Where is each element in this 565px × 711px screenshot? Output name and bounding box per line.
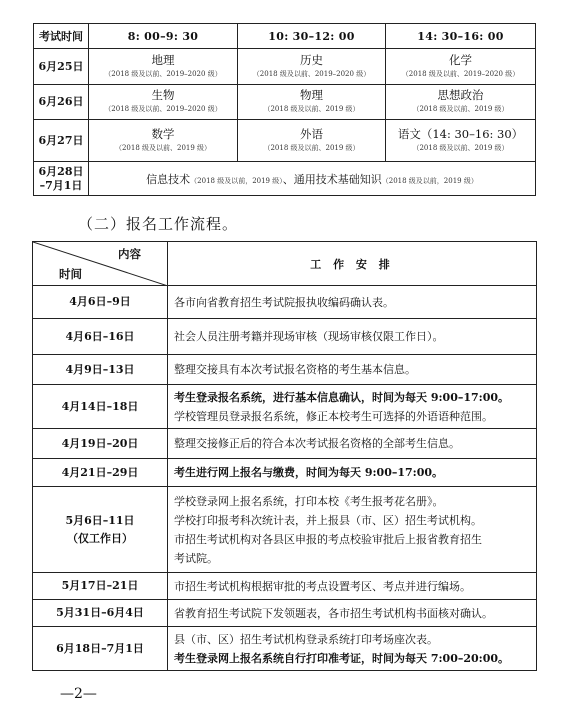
time-label: 时间: [59, 267, 82, 281]
subject-note: （2018 级及以前、2019–2020 级）: [401, 69, 520, 78]
table-row: [33, 487, 537, 573]
subject-name: 思想政治: [437, 88, 484, 102]
subject-note: （2018 级及以前、2019–2020 级）: [104, 105, 222, 113]
schedule-task: [168, 600, 537, 627]
date-line: 6月28日: [38, 164, 84, 178]
subject-name: 地理: [151, 52, 175, 67]
task-line: 整理交接具有本次考试报名资格的考生基本信息。: [174, 363, 416, 376]
exam-cell: [89, 120, 238, 162]
subject-name: 语文（14: 30–16: 30）: [397, 126, 524, 141]
subject-name: 化学: [449, 52, 472, 67]
exam-cell: [238, 49, 386, 85]
schedule-task: [168, 319, 537, 355]
subject-name: 外语: [300, 126, 323, 141]
schedule-task: [168, 627, 537, 671]
subject-note: （2018 级及以前、2019 级）: [263, 143, 360, 152]
subject-name: 物理: [300, 88, 323, 102]
schedule-date: 4月6日–16日: [33, 319, 168, 355]
table-row: [33, 573, 537, 600]
schedule-date: [33, 487, 168, 573]
table-row: [33, 385, 537, 429]
schedule-task: [168, 459, 537, 487]
schedule-date: 4月9日–13日: [33, 355, 168, 385]
slot-header-1: 8: 00–9: 30: [89, 24, 238, 49]
task-line: 学校登录网上报名系统，打印本校《考生报考花名册》。: [174, 494, 444, 508]
exam-date: [34, 162, 89, 196]
date-line: –7月1日: [39, 178, 83, 192]
content-label: 内容: [118, 247, 141, 261]
subject-note: （2018 级及以前，2019 级）: [190, 176, 283, 185]
task-line: 考生登录报名系统，进行基本信息确认，时间为每天 9:00–17:00。: [174, 390, 510, 404]
task-line: 各市向省教育招生考试院报执收编码确认表。: [174, 295, 394, 309]
table-row: [33, 355, 537, 385]
subject-name: 数学: [151, 126, 175, 141]
subject-note: （2018 级及以前、2019 级）: [114, 143, 212, 152]
date-line: 5月6日–11日: [65, 513, 135, 527]
schedule-task: [168, 573, 537, 600]
slot-header-2: 10: 30–12: 00: [238, 24, 386, 49]
exam-cell: [386, 120, 536, 162]
table-row: [33, 600, 537, 627]
subject-note: （2018 级及以前、2019 级）: [412, 105, 509, 113]
exam-cell: [89, 85, 238, 120]
exam-date: 6月26日: [34, 85, 89, 120]
table-row: [33, 286, 537, 319]
schedule-date: 4月19日–20日: [33, 429, 168, 459]
task-line: 省教育招生考试院下发领题表，各市招生考试机构书面核对确认。: [174, 606, 493, 620]
diagonal-header-cell: [33, 242, 168, 286]
schedule-task: [168, 286, 537, 319]
table-row: [33, 319, 537, 355]
task-line: 整理交接修正后的符合本次考试报名资格的全部考生信息。: [174, 437, 460, 450]
task-line: 考生进行网上报名与缴费，时间为每天 9:00–17:00。: [174, 466, 444, 479]
task-line: 社会人员注册考籍并现场审核（现场审核仅限工作日）。: [174, 330, 444, 343]
subject-name: 生物: [151, 88, 175, 102]
exam-cell: [238, 85, 386, 120]
schedule-date: 4月14日–18日: [33, 385, 168, 429]
exam-date: 6月27日: [34, 120, 89, 162]
exam-schedule-table: [33, 23, 536, 196]
subject-note: （2018 级及以前、2019–2020 级）: [252, 69, 371, 78]
exam-row: [34, 162, 536, 196]
section-heading: （二）报名工作流程。: [78, 215, 239, 233]
task-line: 考生登录网上报名系统自行打印准考证，时间为每天 7:00–20:00。: [174, 651, 510, 665]
diagonal-line: [33, 242, 168, 286]
slot-header-3: 14: 30–16: 00: [386, 24, 536, 49]
schedule-task: [168, 487, 537, 573]
task-line: 市招生考试机构根据审批的考点设置考区、考点并进行编场。: [174, 579, 471, 593]
exam-header-row: [34, 24, 536, 49]
exam-row: [34, 120, 536, 162]
task-line: 学校管理员登录报名系统，修正本校考生可选择的外语语种范围。: [174, 409, 493, 423]
schedule-date: 6月18日–7月1日: [33, 627, 168, 671]
separator: 、: [282, 172, 294, 186]
table-row: [33, 627, 537, 671]
table-row: [33, 459, 537, 487]
exam-row: [34, 49, 536, 85]
arrangement-header: 工 作 安 排: [168, 242, 537, 286]
schedule-task: [168, 429, 537, 459]
page-number: —2—: [60, 686, 97, 702]
exam-date: 6月25日: [34, 49, 89, 85]
subject-note: （2018 级及以前、2019 级）: [412, 143, 509, 152]
subject-name: 信息技术: [146, 172, 191, 186]
exam-row: [34, 85, 536, 120]
schedule-date: 4月6日–9日: [33, 286, 168, 319]
exam-cell: [386, 49, 536, 85]
exam-cell: [89, 49, 238, 85]
tech-subjects-cell: [89, 162, 536, 196]
exam-time-header: 考试时间: [34, 24, 89, 49]
schedule-header-row: [33, 242, 537, 286]
subject-note: （2018 级及以前、2019–2020 级）: [104, 69, 222, 78]
schedule-date: 5月17日–21日: [33, 573, 168, 600]
exam-cell: [238, 120, 386, 162]
task-line: 县（市、区）招生考试机构登录系统打印考场座次表。: [174, 632, 438, 646]
task-line: 学校打印报考科次统计表，并上报县（市、区）招生考试机构。: [174, 513, 482, 527]
task-line: 考试院。: [174, 551, 218, 565]
date-note: （仅工作日）: [67, 531, 133, 545]
schedule-task: [168, 355, 537, 385]
subject-note: （2018 级及以前、2019 级）: [263, 105, 360, 113]
registration-workflow-table: [32, 241, 537, 671]
schedule-task: [168, 385, 537, 429]
schedule-date: 4月21日–29日: [33, 459, 168, 487]
subject-note: （2018 级及以前，2019 级）: [381, 176, 478, 185]
table-row: [33, 429, 537, 459]
subject-name: 通用技术基础知识: [293, 172, 382, 186]
exam-cell: [386, 85, 536, 120]
task-line: 市招生考试机构对各县区申报的考点校验审批后上报省教育招生: [174, 532, 482, 546]
subject-name: 历史: [300, 52, 323, 67]
schedule-date: 5月31日–6月4日: [33, 600, 168, 627]
